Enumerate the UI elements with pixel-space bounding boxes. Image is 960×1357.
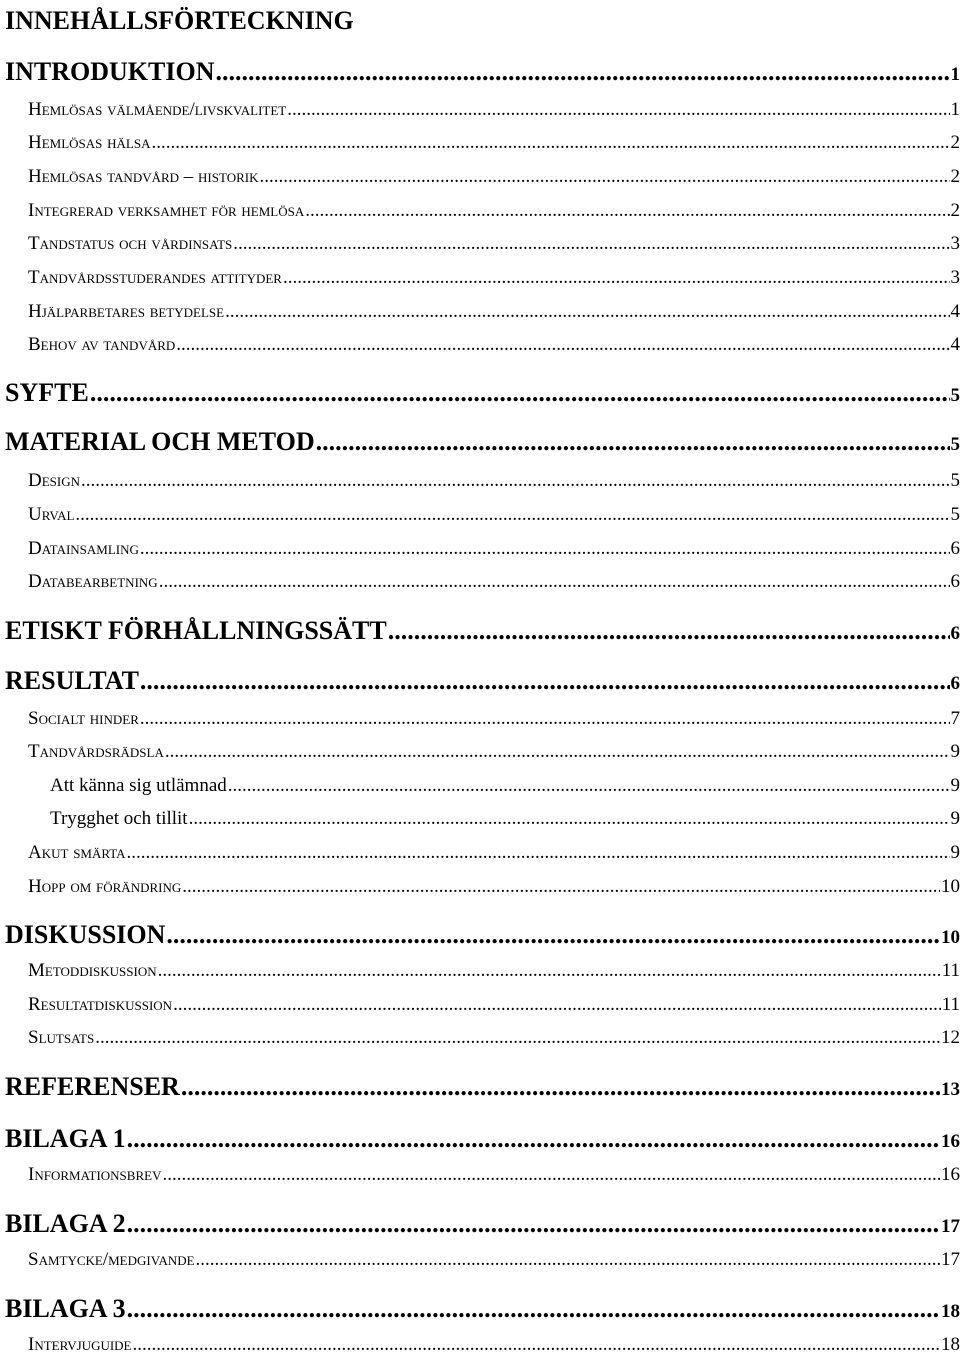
toc-entry-label: Databearbetning xyxy=(28,571,158,592)
toc-entry-page: 5 xyxy=(950,470,960,491)
toc-entry-page: 3 xyxy=(950,233,960,254)
toc-entry-page: 1 xyxy=(950,99,960,120)
toc-entry-label: DISKUSSION xyxy=(5,920,166,949)
dot-leader xyxy=(181,1071,940,1103)
toc-entry-page: 2 xyxy=(950,200,960,221)
toc-entry[interactable] xyxy=(5,1208,960,1240)
dot-leader xyxy=(140,665,950,697)
toc-entry-label: Metoddiskussion xyxy=(28,960,157,981)
toc-entry-page: 5 xyxy=(950,385,960,406)
toc-entry-page: 10 xyxy=(941,876,960,897)
toc-entry-page: 9 xyxy=(950,808,960,829)
toc-entry[interactable] xyxy=(28,1248,960,1272)
toc-entry-label: MATERIAL OCH METOD xyxy=(5,427,315,456)
toc-entry-label: Resultatdiskussion xyxy=(28,994,173,1015)
toc-entry-label: Datainsamling xyxy=(28,538,139,559)
toc-entry-page: 5 xyxy=(950,504,960,525)
dot-leader xyxy=(140,537,950,561)
toc-entry-page: 9 xyxy=(950,842,960,863)
toc-entry[interactable] xyxy=(28,875,960,899)
toc-entry-page: 2 xyxy=(950,166,960,187)
toc-entry-page: 11 xyxy=(941,994,960,1015)
dot-leader xyxy=(173,993,941,1017)
toc-entry-label: Behov av tandvård xyxy=(28,334,176,355)
toc-entry-page: 17 xyxy=(941,1249,960,1270)
dot-leader xyxy=(196,1248,940,1272)
toc-entry-page: 6 xyxy=(950,673,960,694)
toc-entry[interactable] xyxy=(5,377,960,409)
dot-leader xyxy=(228,774,950,798)
toc-entry[interactable] xyxy=(28,300,960,324)
toc-entry[interactable] xyxy=(50,807,960,831)
toc-entry[interactable] xyxy=(28,570,960,594)
toc-entry[interactable] xyxy=(5,615,960,647)
toc-entry[interactable] xyxy=(28,469,960,493)
toc-entry-page: 10 xyxy=(941,927,960,948)
toc-entry-label: RESULTAT xyxy=(5,666,139,695)
toc-entry-page: 5 xyxy=(950,434,960,455)
toc-entry-page: 1 xyxy=(950,64,960,85)
dot-leader xyxy=(287,98,949,122)
toc-entry-label: Tandstatus och vårdinsats xyxy=(28,233,233,254)
toc-entry-label: Tandvårdsstuderandes attityder xyxy=(28,267,282,288)
toc-entry-label: Samtycke/medgivande xyxy=(28,1249,195,1270)
dot-leader xyxy=(159,570,950,594)
toc-entry-label: BILAGA 3 xyxy=(5,1294,126,1323)
toc-entry[interactable] xyxy=(28,503,960,527)
toc-entry-page: 16 xyxy=(941,1131,960,1152)
dot-leader xyxy=(182,875,940,899)
toc-entry-page: 18 xyxy=(941,1334,960,1355)
toc-entry[interactable] xyxy=(5,1123,960,1155)
toc-entry[interactable] xyxy=(50,774,960,798)
toc-entry-page: 13 xyxy=(941,1079,960,1100)
toc-entry[interactable] xyxy=(5,56,960,88)
dot-leader xyxy=(283,266,950,290)
toc-entry-page: 9 xyxy=(950,741,960,762)
dot-leader xyxy=(158,959,941,983)
toc-entry[interactable] xyxy=(5,426,960,458)
toc-entry[interactable] xyxy=(28,1026,960,1050)
dot-leader xyxy=(75,503,949,527)
dot-leader xyxy=(90,377,950,409)
toc-entry-page: 12 xyxy=(941,1027,960,1048)
toc-entry[interactable] xyxy=(28,333,960,357)
dot-leader xyxy=(81,469,950,493)
dot-leader xyxy=(165,740,950,764)
dot-leader xyxy=(225,300,949,324)
toc-entry[interactable] xyxy=(28,707,960,731)
toc-entry-label: Informationsbrev xyxy=(28,1164,162,1185)
dot-leader xyxy=(176,333,949,357)
toc-entry-page: 2 xyxy=(950,132,960,153)
toc-entry[interactable] xyxy=(28,98,960,122)
dot-leader xyxy=(127,841,950,865)
dot-leader xyxy=(140,707,950,731)
toc-entry-page: 18 xyxy=(941,1301,960,1322)
dot-leader xyxy=(189,807,950,831)
toc-entry[interactable] xyxy=(28,232,960,256)
dot-leader xyxy=(166,919,940,951)
dot-leader xyxy=(233,232,949,256)
toc-entry-label: INTRODUKTION xyxy=(5,57,215,86)
toc-entry-label: Hemlösas välmående/livskvalitet xyxy=(28,99,287,120)
dot-leader xyxy=(127,1123,940,1155)
toc-entry-page: 16 xyxy=(941,1164,960,1185)
toc-entry-label: Trygghet och tillit xyxy=(50,808,188,829)
toc-entry-page: 6 xyxy=(950,623,960,644)
toc-entry-label: Slutsats xyxy=(28,1027,95,1048)
toc-entry-label: SYFTE xyxy=(5,378,89,407)
toc-entry-page: 4 xyxy=(950,334,960,355)
dot-leader xyxy=(133,1333,941,1357)
toc-entry[interactable] xyxy=(28,199,960,223)
toc-entry-page: 6 xyxy=(950,571,960,592)
toc-entry-label: Akut smärta xyxy=(28,842,126,863)
toc-entry[interactable] xyxy=(5,1293,960,1325)
toc-entry[interactable] xyxy=(28,1163,960,1187)
toc-entry[interactable] xyxy=(28,131,960,155)
toc-entry-label: Integrerad verksamhet för hemlösa xyxy=(28,200,305,221)
toc-entry[interactable] xyxy=(5,1071,960,1103)
toc-entry-page: 6 xyxy=(950,538,960,559)
toc-entry-page: 7 xyxy=(950,708,960,729)
dot-leader xyxy=(127,1293,940,1325)
toc-entry[interactable] xyxy=(28,959,960,983)
toc-entry-label: Att känna sig utlämnad xyxy=(50,775,227,796)
toc-entry[interactable] xyxy=(28,993,960,1017)
toc-entry-page: 4 xyxy=(950,301,960,322)
toc-entry-label: Hemlösas tandvård – historik xyxy=(28,166,259,187)
toc-entry[interactable] xyxy=(28,841,960,865)
dot-leader xyxy=(388,615,950,647)
dot-leader xyxy=(151,131,949,155)
toc-entry-label: Hopp om förändring xyxy=(28,876,182,897)
toc-entry-page: 3 xyxy=(950,267,960,288)
toc-entry-label: Tandvårdsrädsla xyxy=(28,741,164,762)
toc-entry-label: Intervjuguide xyxy=(28,1334,132,1355)
dot-leader xyxy=(95,1026,940,1050)
toc-entry-page: 11 xyxy=(941,960,960,981)
toc-entry-label: Hjälparbetares betydelse xyxy=(28,301,225,322)
toc-entry[interactable] xyxy=(28,740,960,764)
dot-leader xyxy=(316,426,950,458)
dot-leader xyxy=(127,1208,940,1240)
dot-leader xyxy=(162,1163,940,1187)
toc-entry[interactable] xyxy=(28,1333,960,1357)
toc-entry-label: Socialt hinder xyxy=(28,708,139,729)
toc-entry[interactable] xyxy=(5,919,960,951)
toc-entry-page: 17 xyxy=(941,1216,960,1237)
toc-entry-label: ETISKT FÖRHÅLLNINGSSÄTT xyxy=(5,616,387,645)
toc-entry[interactable] xyxy=(28,165,960,189)
dot-leader xyxy=(305,199,949,223)
toc-entry-label: Hemlösas hälsa xyxy=(28,132,151,153)
toc-entry-label: REFERENSER xyxy=(5,1072,180,1101)
dot-leader xyxy=(259,165,949,189)
dot-leader xyxy=(215,56,949,88)
toc-entry[interactable] xyxy=(5,665,960,697)
toc-entry[interactable] xyxy=(28,266,960,290)
toc-entry[interactable] xyxy=(28,537,960,561)
toc-entry-label: BILAGA 1 xyxy=(5,1124,126,1153)
toc-entry-label: Urval xyxy=(28,504,75,525)
toc-entry-page: 9 xyxy=(950,775,960,796)
page-title: INNEHÅLLSFÖRTECKNING xyxy=(5,6,354,35)
toc-entry-label: BILAGA 2 xyxy=(5,1209,126,1238)
toc-entry-label: Design xyxy=(28,470,80,491)
